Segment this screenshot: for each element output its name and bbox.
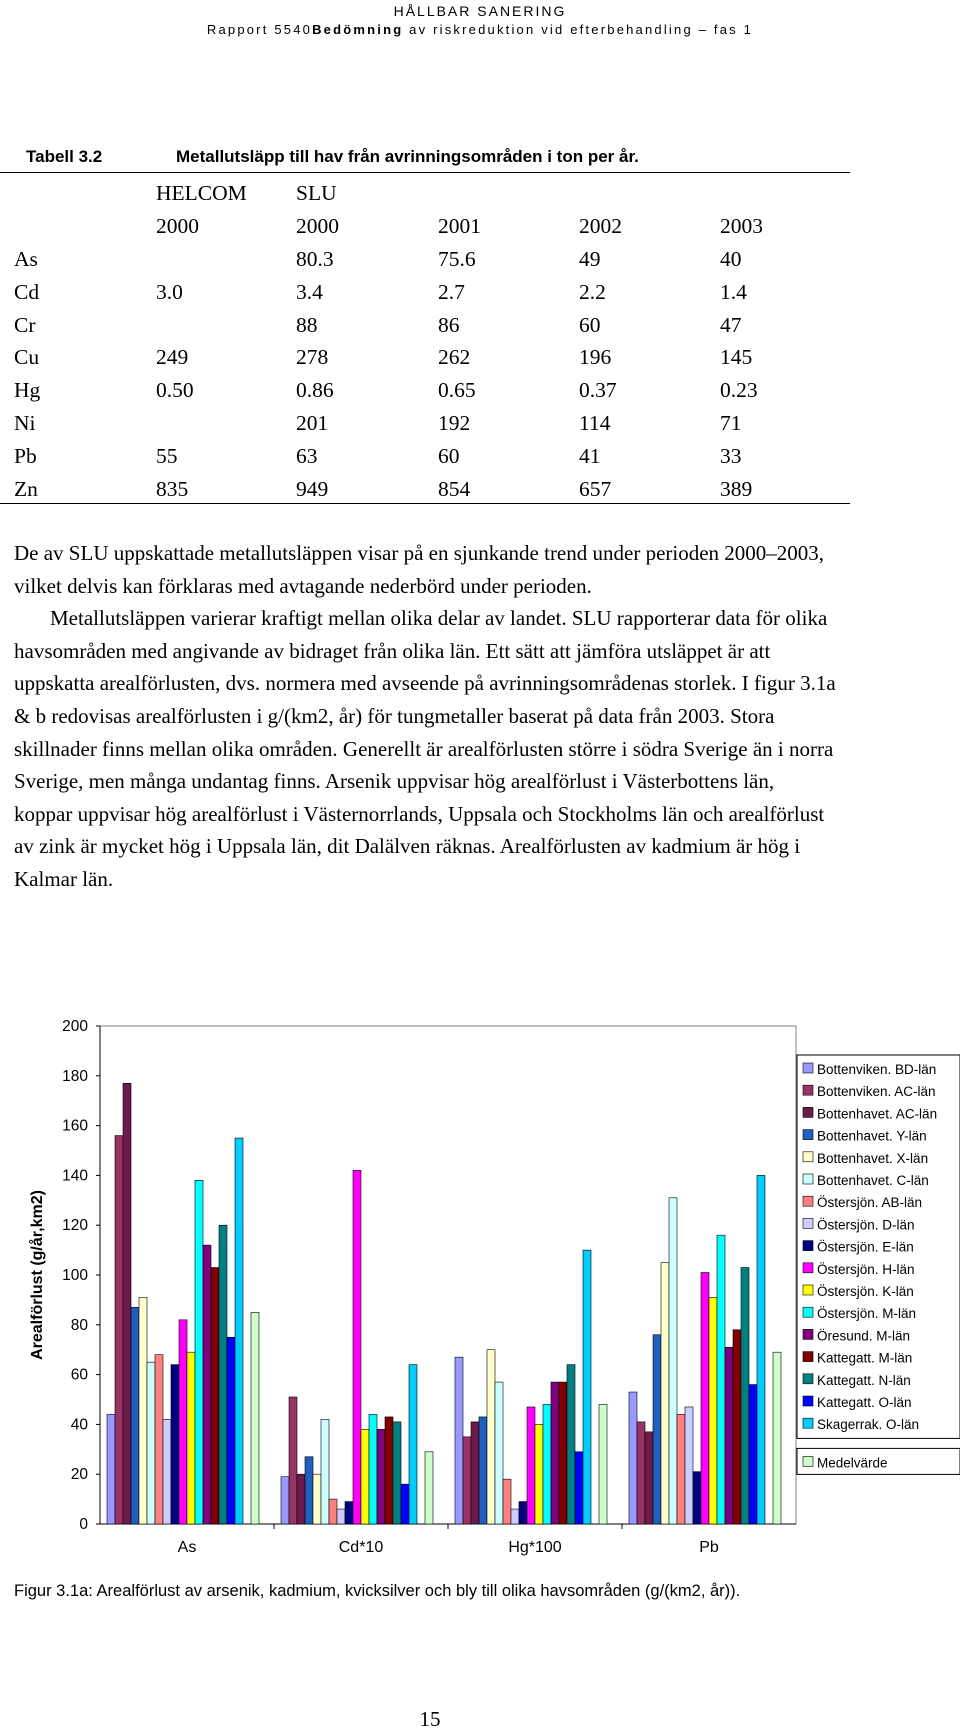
col-header-slu: SLU xyxy=(296,181,337,205)
y-tick-label: 60 xyxy=(70,1366,88,1384)
bar-3 xyxy=(471,1422,479,1524)
bar-8 xyxy=(511,1509,519,1524)
table-top-rule xyxy=(0,172,850,173)
bar-6 xyxy=(495,1382,503,1524)
year-header: 2000 xyxy=(156,214,199,238)
legend-swatch xyxy=(803,1130,813,1140)
table-cell: 75.6 xyxy=(438,247,476,271)
legend-swatch xyxy=(803,1396,813,1406)
table-caption: Metallutsläpp till hav från avrinningsområden i ton per år. xyxy=(176,147,639,166)
legend-label: Östersjön. E-län xyxy=(817,1239,914,1255)
bar-9 xyxy=(519,1502,527,1524)
bar-17 xyxy=(583,1250,591,1524)
legend-swatch xyxy=(803,1107,813,1117)
legend-swatch-mean xyxy=(803,1456,813,1466)
year-header: 2002 xyxy=(579,214,622,238)
bar-16 xyxy=(749,1385,757,1524)
report-title xyxy=(0,22,960,37)
y-tick-label: 140 xyxy=(62,1167,88,1185)
bar-mean xyxy=(251,1312,259,1524)
bar-14 xyxy=(211,1268,219,1524)
x-tick-label: Hg*100 xyxy=(508,1539,562,1556)
bar-5 xyxy=(487,1350,495,1524)
report-number: Rapport 5540 xyxy=(206,22,313,37)
table-row-label: Cd xyxy=(14,279,40,304)
bar-11 xyxy=(361,1429,369,1524)
table-row-label: Ni xyxy=(14,411,36,435)
bar-9 xyxy=(693,1472,701,1524)
legend-label: Bottenhavet. X-län xyxy=(817,1150,929,1166)
bar-2 xyxy=(289,1397,297,1524)
legend-label: Kattegatt. M-län xyxy=(817,1350,913,1366)
y-tick-label: 80 xyxy=(70,1316,88,1334)
bar-16 xyxy=(227,1337,235,1524)
bar-11 xyxy=(535,1424,543,1524)
table-cell: 278 xyxy=(296,345,329,370)
legend-swatch xyxy=(803,1307,813,1317)
bar-15 xyxy=(219,1225,227,1524)
year-header: 2000 xyxy=(296,214,339,238)
table-row-label: Zn xyxy=(14,476,38,501)
bar-15 xyxy=(567,1365,575,1524)
legend-swatch xyxy=(803,1241,813,1251)
bar-13 xyxy=(725,1347,733,1524)
bar-2 xyxy=(463,1437,471,1524)
table-cell: 114 xyxy=(579,411,611,435)
table-cell: 196 xyxy=(579,345,612,370)
bar-16 xyxy=(575,1452,583,1524)
bar-7 xyxy=(503,1479,511,1524)
table-row-label: Cu xyxy=(14,345,40,370)
bar-11 xyxy=(709,1297,717,1524)
bar-15 xyxy=(741,1268,749,1524)
table-number: Tabell 3.2 xyxy=(26,147,103,166)
table-cell: 657 xyxy=(579,476,612,501)
table-cell: 60 xyxy=(438,443,460,468)
table-cell: 80.3 xyxy=(296,247,334,271)
table-cell: 63 xyxy=(296,443,318,468)
table-cell: 0.50 xyxy=(156,378,194,403)
legend-label: Bottenviken. AC-län xyxy=(817,1084,936,1100)
bar-17 xyxy=(235,1138,243,1524)
bar-3 xyxy=(123,1083,131,1524)
bar-1 xyxy=(107,1414,115,1524)
bar-12 xyxy=(717,1235,725,1524)
col-header-helcom: HELCOM xyxy=(156,181,247,205)
legend-swatch xyxy=(803,1085,813,1095)
bar-6 xyxy=(669,1198,677,1524)
bar-10 xyxy=(179,1320,187,1524)
bar-1 xyxy=(281,1477,289,1524)
bar-15 xyxy=(393,1422,401,1524)
table-cell: 3.4 xyxy=(296,279,323,304)
legend-label: Östersjön. D-län xyxy=(817,1217,915,1233)
legend-swatch xyxy=(803,1329,813,1339)
report-title-rest: av riskreduktion vid efterbehandling – fas 1 xyxy=(403,22,754,37)
table-cell: 60 xyxy=(579,312,601,337)
bar-mean xyxy=(773,1352,781,1524)
bar-2 xyxy=(115,1136,123,1524)
legend-label: Östersjön. AB-län xyxy=(817,1195,923,1211)
y-axis-label: Arealförlust (g/år,km2) xyxy=(29,1190,46,1360)
bar-12 xyxy=(369,1414,377,1524)
bar-13 xyxy=(203,1245,211,1524)
bar-8 xyxy=(337,1509,345,1524)
bar-8 xyxy=(685,1407,693,1524)
bar-1 xyxy=(455,1357,463,1524)
bar-3 xyxy=(645,1432,653,1524)
year-header: 2003 xyxy=(720,214,763,238)
legend-swatch xyxy=(803,1152,813,1162)
legend-label: Kattegatt. N-län xyxy=(817,1372,911,1388)
bar-4 xyxy=(131,1307,139,1524)
y-tick-label: 180 xyxy=(62,1067,88,1085)
bar-7 xyxy=(677,1414,685,1524)
legend-label: Kattegatt. O-län xyxy=(817,1395,912,1410)
table-cell: 145 xyxy=(720,345,753,370)
bar-9 xyxy=(171,1365,179,1524)
table-cell: 0.65 xyxy=(438,378,476,403)
bar-16 xyxy=(401,1484,409,1524)
table-cell: 249 xyxy=(156,345,189,370)
figure-caption: Figur 3.1a: Arealförlust av arsenik, kadmium, kvicksilver och bly till olika havsområden (g/(km2, år)). xyxy=(14,1582,741,1600)
running-header: HÅLLBAR SANERING xyxy=(393,3,567,19)
bar-17 xyxy=(409,1365,417,1524)
bar-5 xyxy=(661,1263,669,1524)
legend-label: Östersjön. K-län xyxy=(817,1284,914,1299)
bar-6 xyxy=(321,1419,329,1524)
legend-label: Öresund. M-län xyxy=(817,1328,911,1344)
legend-label: Östersjön. H-län xyxy=(817,1261,915,1277)
x-tick-label: Cd*10 xyxy=(338,1539,384,1556)
bar-10 xyxy=(701,1273,709,1524)
table-row-label: Cr xyxy=(14,312,36,337)
legend-swatch xyxy=(803,1063,813,1073)
legend-label: Bottenhavet. AC-län xyxy=(817,1106,938,1122)
table-cell: 86 xyxy=(438,312,460,337)
legend-label: Bottenhavet. C-län xyxy=(817,1173,929,1188)
bar-4 xyxy=(305,1457,313,1524)
year-header: 2001 xyxy=(438,214,481,238)
legend-label-mean: Medelvärde xyxy=(817,1455,888,1471)
page-number: 15 xyxy=(419,1707,441,1731)
table-cell: 1.4 xyxy=(720,279,747,304)
legend-label: Skagerrak. O-län xyxy=(817,1417,920,1433)
bar-5 xyxy=(139,1297,147,1524)
table-cell: 88 xyxy=(296,312,318,337)
table-cell: 854 xyxy=(438,476,471,501)
x-tick-label: As xyxy=(177,1539,197,1556)
bar-7 xyxy=(155,1355,163,1524)
legend-swatch xyxy=(803,1263,813,1273)
table-cell: 33 xyxy=(720,443,742,468)
table-cell: 47 xyxy=(720,312,742,337)
y-tick-label: 40 xyxy=(70,1416,88,1434)
bar-17 xyxy=(757,1175,765,1524)
report-title-bold: Bedömning xyxy=(312,22,404,37)
table-cell: 49 xyxy=(579,247,601,271)
bar-8 xyxy=(163,1419,171,1524)
table-cell: 192 xyxy=(438,411,471,435)
bar-3 xyxy=(297,1474,305,1524)
table-cell: 262 xyxy=(438,345,471,370)
y-tick-label: 160 xyxy=(62,1117,88,1135)
table-cell: 201 xyxy=(296,411,329,435)
table-row-label: As xyxy=(14,247,38,271)
bar-4 xyxy=(653,1335,661,1524)
table-cell: 3.0 xyxy=(156,279,183,304)
y-tick-label: 200 xyxy=(62,1018,88,1035)
bar-2 xyxy=(637,1422,645,1524)
table-cell: 0.37 xyxy=(579,378,617,403)
y-tick-label: 20 xyxy=(70,1466,88,1484)
table-cell: 71 xyxy=(720,411,742,435)
y-tick-label: 120 xyxy=(62,1217,88,1235)
bar-14 xyxy=(385,1417,393,1524)
bar-13 xyxy=(551,1382,559,1524)
bar-6 xyxy=(147,1362,155,1524)
paragraph-2: Metallutsläppen varierar kraftigt mellan olika delar av landet. SLU rapporterar data för olika havsområden med angivande av bidraget från olika län. Ett sätt att jämföra utsläppet är att uppskatta arealförlusten, dvs. normera med avseende på avrinningsområdenas storlek. I figur 3.1a & b redovisas arealförlusten i g/(km2, år) för tungmetaller baserat på data från 2003. Stora skillnader finns mellan olika områden. Generellt är arealförlusten större i södra Sverige än i norra Sverige, men många undantag finns. Arsenik uppvisar hög arealförlust i Västerbottens län, koppar uppvisar hög arealförlust i Västernorrlands, Uppsala och Stockholms län och arealförlust av zink är mycket hög i Uppsala län, dit Dalälven räknas. Arealförlusten av kadmium är hög i Kalmar län. xyxy=(14,606,836,891)
legend-swatch xyxy=(803,1285,813,1295)
legend-swatch xyxy=(803,1352,813,1362)
bar-4 xyxy=(479,1417,487,1524)
bar-10 xyxy=(353,1170,361,1524)
bar-mean xyxy=(599,1404,607,1524)
legend-label: Bottenhavet. Y-län xyxy=(817,1128,927,1144)
table-cell: 41 xyxy=(579,443,601,468)
bar-mean xyxy=(425,1452,433,1524)
legend-swatch xyxy=(803,1174,813,1184)
bar-7 xyxy=(329,1499,337,1524)
legend-swatch xyxy=(803,1218,813,1228)
bar-13 xyxy=(377,1429,385,1524)
paragraph-1: De av SLU uppskattade metallutsläppen visar på en sjunkande trend under perioden 2000–2003, vilket delvis kan förklaras med avtagande nederbörd under perioden. xyxy=(14,541,825,598)
areal-loss-bar-chart xyxy=(0,1000,960,1580)
x-tick-label: Pb xyxy=(699,1539,719,1556)
bar-5 xyxy=(313,1474,321,1524)
legend-label: Bottenviken. BD-län xyxy=(817,1062,937,1077)
bar-1 xyxy=(629,1392,637,1524)
table-cell: 2.2 xyxy=(579,279,606,304)
body-text xyxy=(14,537,836,896)
table-row-label: Pb xyxy=(14,443,37,468)
legend-swatch xyxy=(803,1418,813,1428)
bar-11 xyxy=(187,1352,195,1524)
table-cell: 55 xyxy=(156,443,178,468)
bar-12 xyxy=(543,1404,551,1524)
table-cell: 389 xyxy=(720,476,753,501)
table-cell: 949 xyxy=(296,476,329,501)
table-cell: 40 xyxy=(720,247,742,271)
bar-14 xyxy=(733,1330,741,1524)
y-tick-label: 100 xyxy=(62,1267,88,1284)
table-cell: 0.86 xyxy=(296,378,334,403)
legend-swatch xyxy=(803,1196,813,1206)
y-tick-label: 0 xyxy=(79,1516,88,1533)
bar-9 xyxy=(345,1502,353,1524)
table-row-label: Hg xyxy=(14,378,41,403)
bar-12 xyxy=(195,1180,203,1524)
table-cell: 835 xyxy=(156,476,189,501)
legend-label: Östersjön. M-län xyxy=(817,1306,917,1322)
table-cell: 2.7 xyxy=(438,279,465,304)
bar-14 xyxy=(559,1382,567,1524)
legend-swatch xyxy=(803,1374,813,1384)
table-cell: 0.23 xyxy=(720,378,758,403)
bar-10 xyxy=(527,1407,535,1524)
table-bottom-rule xyxy=(0,503,850,504)
